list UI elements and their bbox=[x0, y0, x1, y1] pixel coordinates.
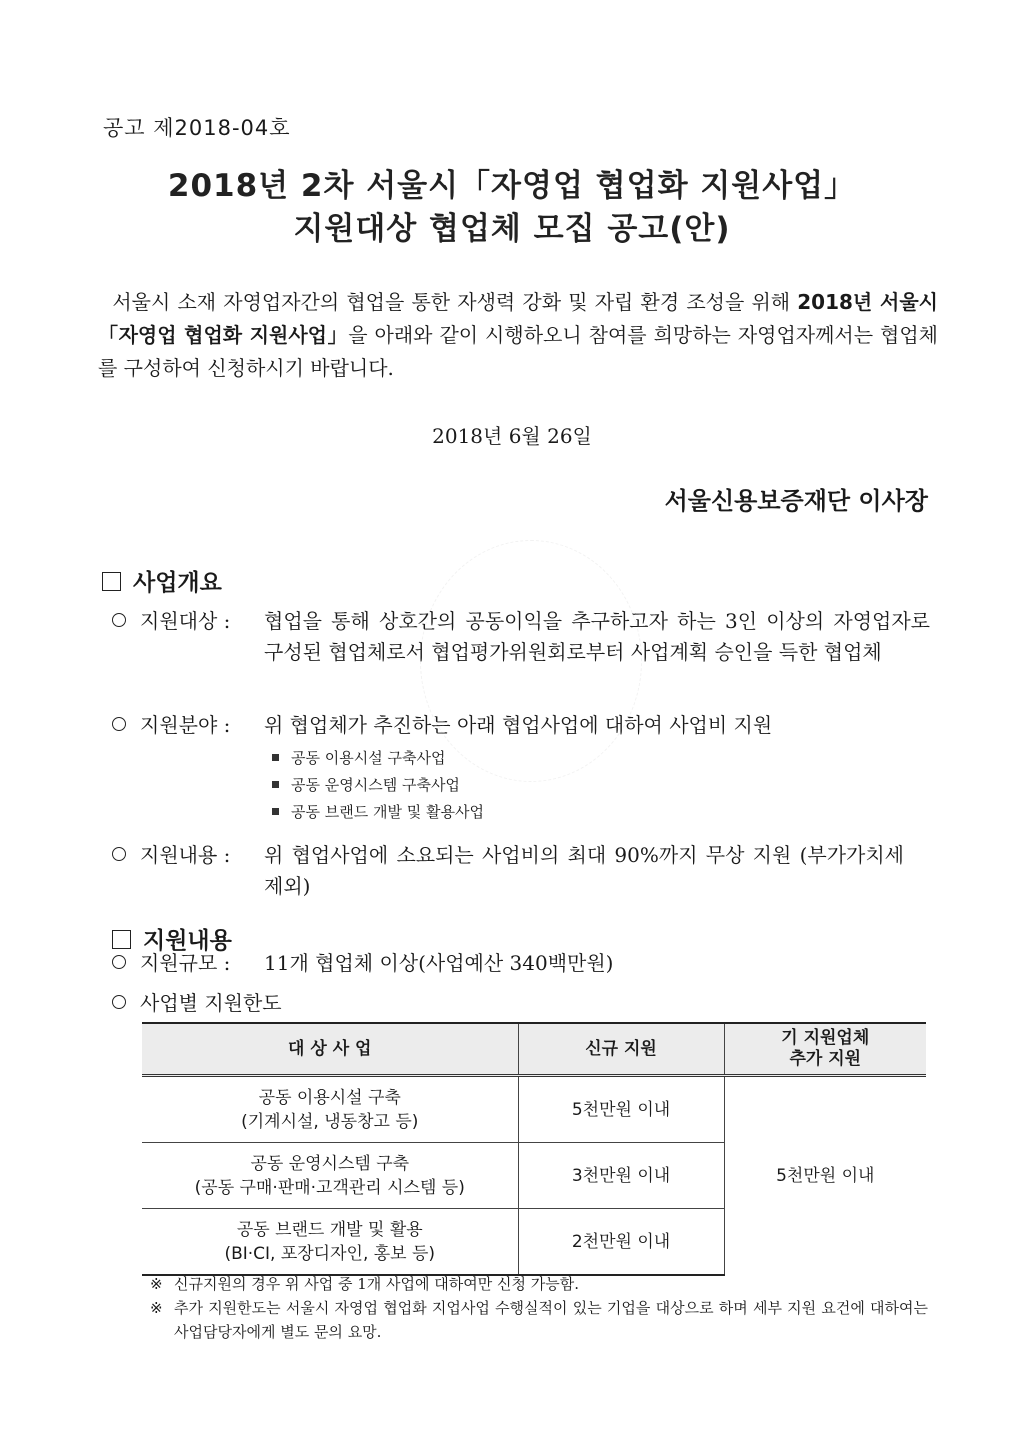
header-project: 대 상 사 업 bbox=[142, 1023, 518, 1076]
section-heading-text: 사업개요 bbox=[133, 570, 222, 596]
circle-bullet-icon bbox=[112, 995, 126, 1009]
cell-project: 공동 운영시스템 구축 (공동 구매·판매·고객관리 시스템 등) bbox=[142, 1143, 518, 1209]
cell-project: 공동 브랜드 개발 및 활용 (BI·CI, 포장디자인, 홍보 등) bbox=[142, 1209, 518, 1276]
list-item: 공동 운영시스템 구축사업 bbox=[272, 772, 484, 799]
square-bullet-icon bbox=[272, 754, 279, 761]
note-row bbox=[150, 1272, 928, 1296]
overview-item-field bbox=[112, 710, 773, 741]
notice-number: 공고 제2018-04호 bbox=[103, 116, 291, 140]
document-title-line1: 2018년 2차 서울시「자영업 협업화 지원사업」 bbox=[167, 168, 857, 204]
header-new-support: 신규 지원 bbox=[518, 1023, 724, 1076]
circle-bullet-icon bbox=[112, 613, 126, 627]
item-label: 지원대상 : bbox=[140, 609, 231, 633]
cell-new-limit: 3천만원 이내 bbox=[518, 1143, 724, 1209]
announcement-date: 2018년 6월 26일 bbox=[432, 424, 592, 448]
intro-text-1: 서울시 소재 자영업자간의 협업을 통한 자생력 강화 및 자립 환경 조성을 위해 bbox=[112, 290, 798, 314]
header-existing-support: 기 지원업체 추가 지원 bbox=[724, 1023, 926, 1076]
support-scale-item bbox=[112, 948, 614, 979]
issuing-organization: 서울신용보증재단 이사장 bbox=[664, 487, 928, 515]
checkbox-square-icon bbox=[112, 930, 131, 949]
intro-bold-program: 2018년 서울시「자영업 협업화 지원사업」 bbox=[98, 290, 938, 347]
item-content: 위 협업체가 추진하는 아래 협업사업에 대하여 사업비 지원 bbox=[264, 713, 773, 737]
intro-text-2: 을 아래와 같이 시행하오니 참여를 희망하는 자영업자께서는 협업체를 구성하여 신청하시기 바랍니다. bbox=[98, 323, 938, 380]
note-mark: ※ bbox=[150, 1299, 163, 1317]
overview-item-content bbox=[112, 840, 904, 898]
item-label: 지원규모 : bbox=[140, 951, 231, 975]
list-item: 공동 브랜드 개발 및 활용사업 bbox=[272, 799, 484, 826]
overview-item-target bbox=[112, 606, 930, 664]
document-title-line2: 지원대상 협업체 모집 공고(안) bbox=[293, 211, 731, 247]
checkbox-square-icon bbox=[102, 572, 121, 591]
table-header-row bbox=[142, 1023, 926, 1076]
item-label: 지원분야 : bbox=[140, 713, 231, 737]
table-notes bbox=[150, 1272, 928, 1344]
item-content: 위 협업사업에 소요되는 사업비의 최대 90%까지 무상 지원 (부가가치세 제외) bbox=[264, 843, 904, 898]
item-label: 사업별 지원한도 bbox=[140, 991, 282, 1015]
cell-new-limit: 5천만원 이내 bbox=[518, 1076, 724, 1143]
item-content: 협업을 통해 상호간의 공동이익을 추구하고자 하는 3인 이상의 자영업자로 구성된 협업체로서 협업평가위원회로부터 사업계획 승인을 득한 협업체 bbox=[264, 609, 930, 664]
cell-project: 공동 이용시설 구축 (기계시설, 냉동창고 등) bbox=[142, 1076, 518, 1143]
item-content: 11개 협업체 이상(사업예산 340백만원) bbox=[264, 951, 614, 975]
note-text: 추가 지원한도는 서울시 자영업 협업화 지업사업 수행실적이 있는 기업을 대상으로 하며 세부 지원 요건에 대하여는 사업담당자에게 별도 문의 요망. bbox=[174, 1299, 928, 1341]
circle-bullet-icon bbox=[112, 847, 126, 861]
support-limits-item bbox=[112, 988, 282, 1019]
note-row bbox=[150, 1296, 928, 1344]
intro-paragraph bbox=[98, 286, 938, 385]
square-bullet-icon bbox=[272, 808, 279, 815]
list-item: 공동 이용시설 구축사업 bbox=[272, 745, 484, 772]
support-limits-table bbox=[142, 1022, 926, 1276]
circle-bullet-icon bbox=[112, 955, 126, 969]
table-row bbox=[142, 1076, 926, 1143]
item-label: 지원내용 : bbox=[140, 843, 231, 867]
square-bullet-icon bbox=[272, 781, 279, 788]
circle-bullet-icon bbox=[112, 717, 126, 731]
cell-existing-limit: 5천만원 이내 bbox=[724, 1076, 926, 1276]
cell-new-limit: 2천만원 이내 bbox=[518, 1209, 724, 1276]
section-heading-text: 지원내용 bbox=[143, 928, 232, 954]
support-field-bullet-list bbox=[272, 745, 484, 826]
note-text: 신규지원의 경우 위 사업 중 1개 사업에 대하여만 신청 가능함. bbox=[174, 1275, 579, 1293]
note-mark: ※ bbox=[150, 1275, 163, 1293]
section-heading-overview bbox=[102, 564, 222, 597]
